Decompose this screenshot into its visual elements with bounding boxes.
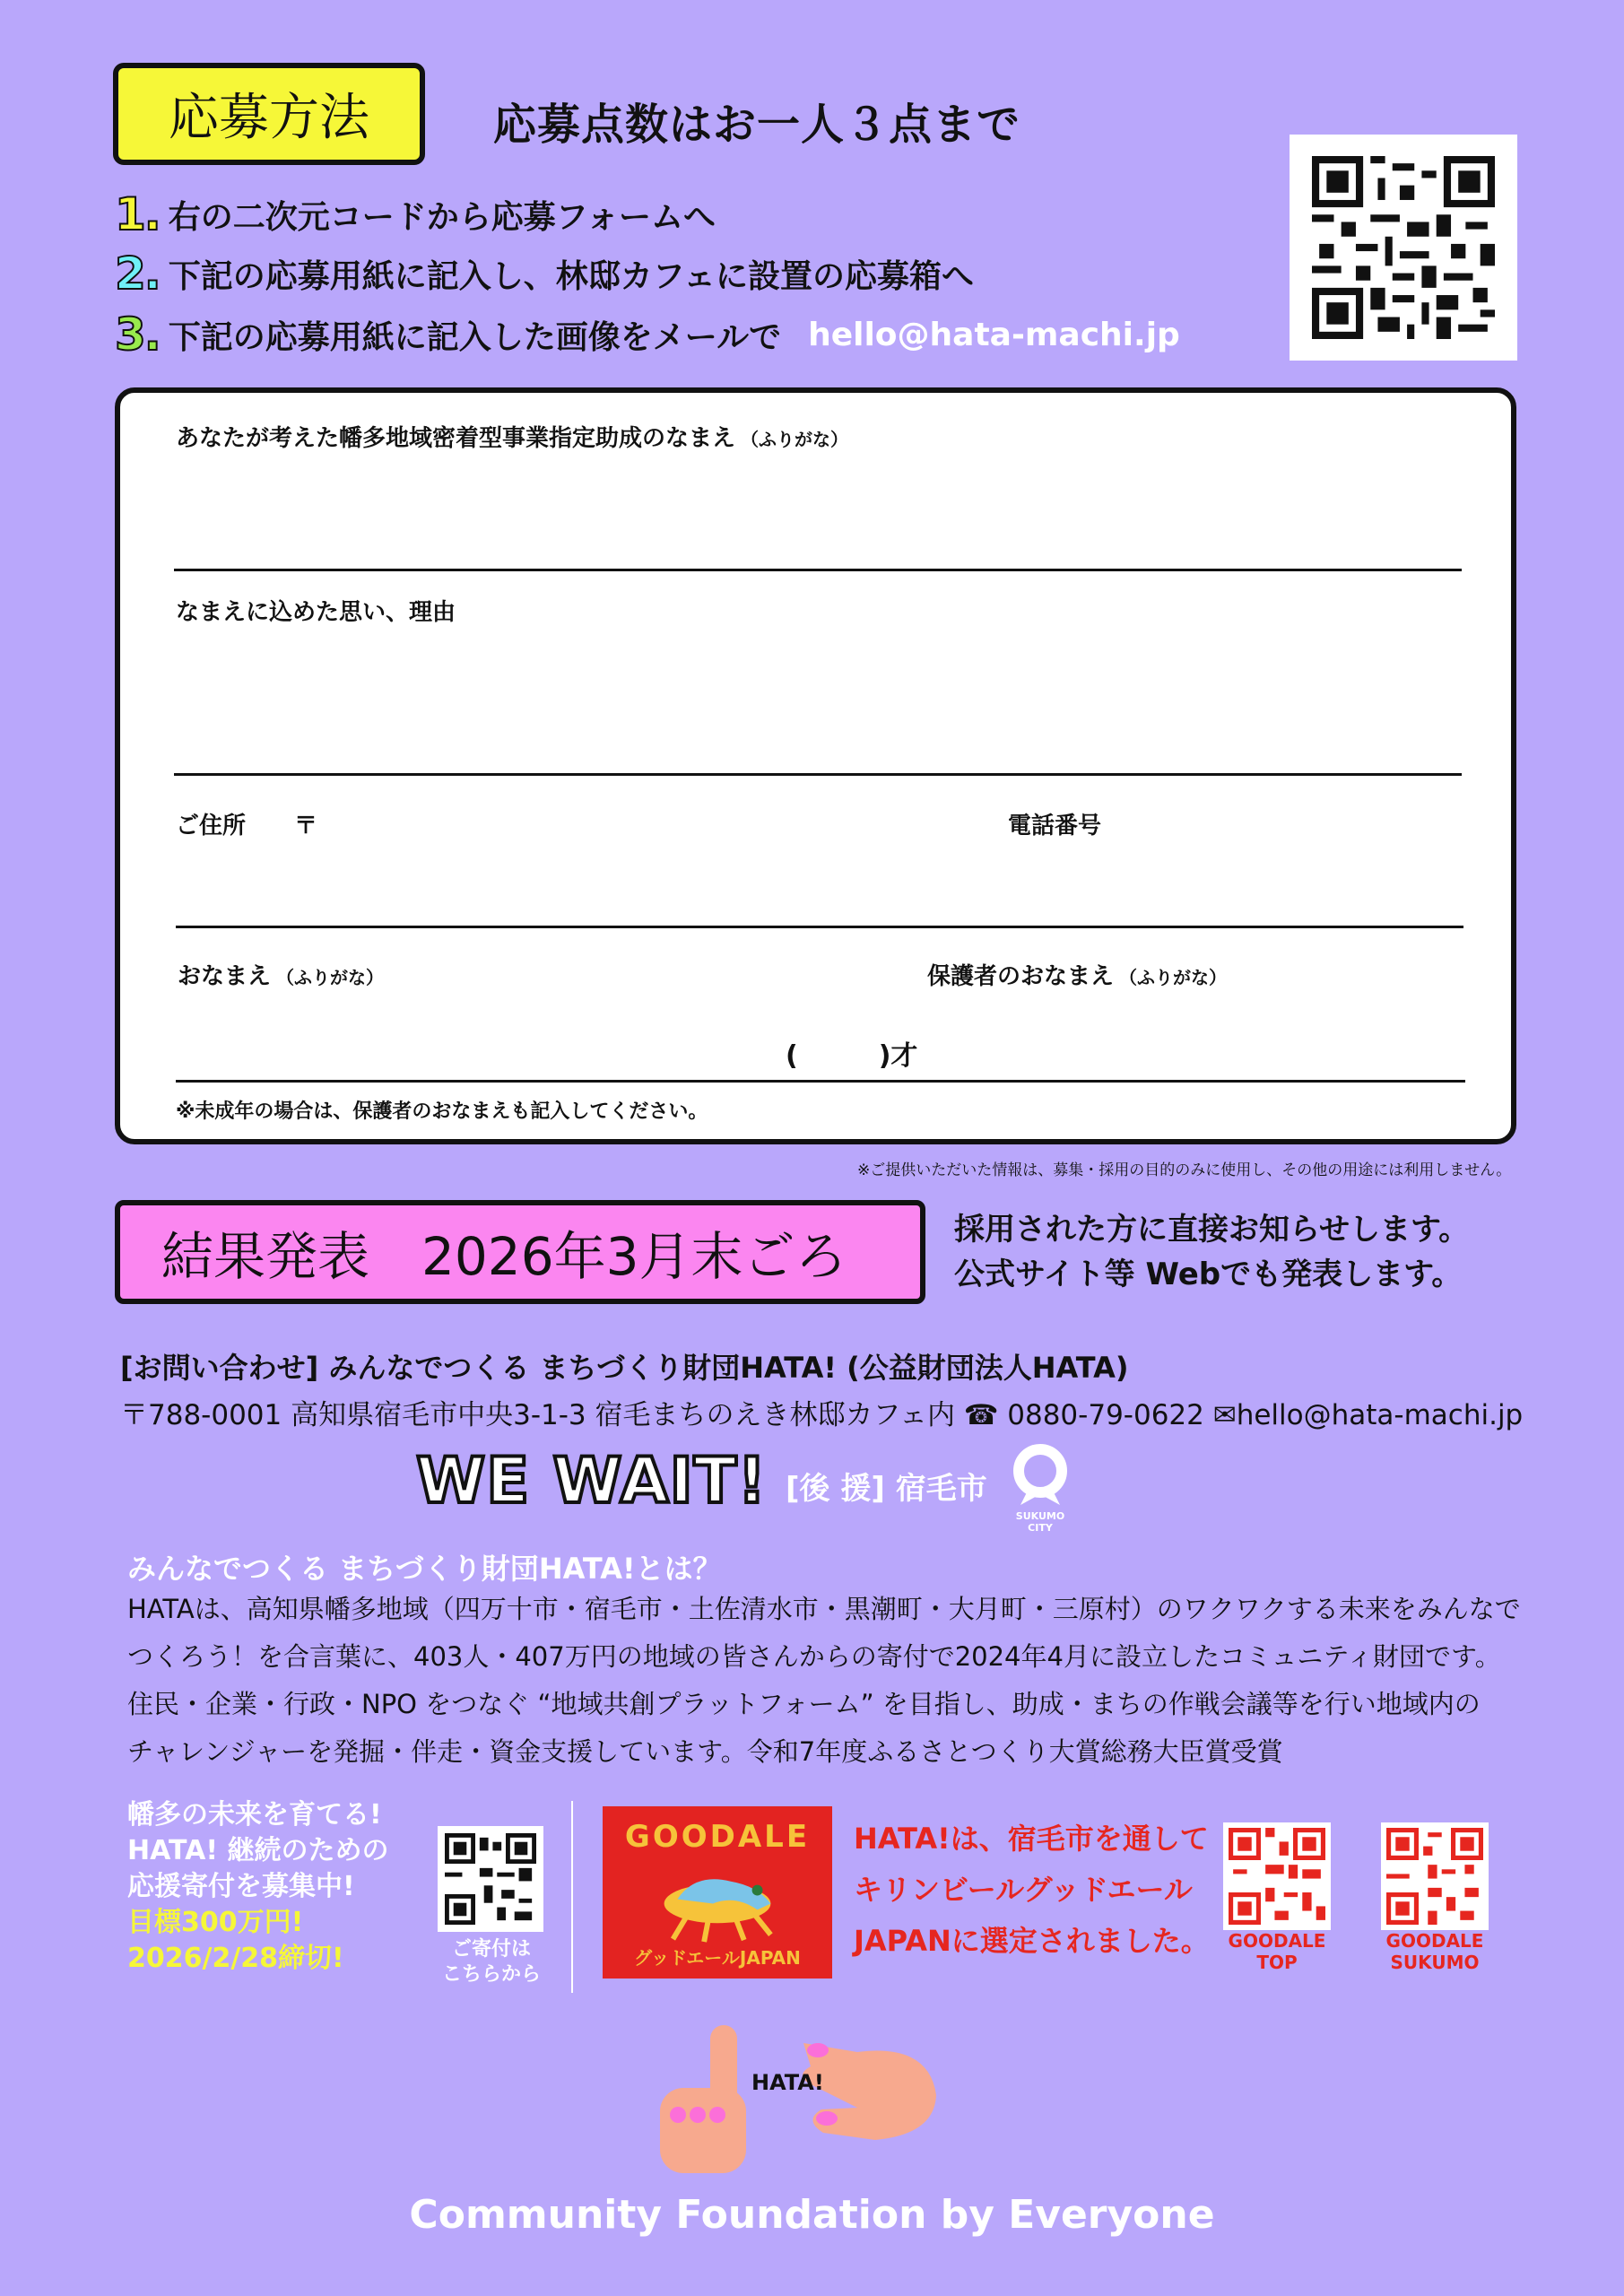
hata-hands-label: HATA! <box>751 2070 824 2095</box>
sukumo-city-caption: SUKUMO CITY <box>1015 1510 1065 1534</box>
qr-code-icon <box>1386 1828 1483 1925</box>
goodale-sukumo-caption <box>1381 1930 1489 1973</box>
footer-tagline: Community Foundation by Everyone <box>409 2192 1215 2238</box>
address-line[interactable] <box>176 926 1463 928</box>
qr-code-icon <box>1229 1828 1325 1925</box>
goodale-title: GOODALE <box>624 1819 811 1855</box>
goodale-selection-text <box>854 1813 1210 1967</box>
kirin-icon <box>650 1855 785 1944</box>
contact-heading: [お問い合わせ] みんなでつくる まちづくり財団HATA! (公益財団法人HATA) <box>120 1351 1129 1385</box>
result-announcement-title: 結果発表 2026年3月末ごろ <box>161 1226 847 1287</box>
proposed-name-label: あなたが考えた幡多地域密着型事業指定助成のなまえ <box>176 425 736 452</box>
step-text: 右の二次元コードから応募フォームへ <box>168 198 716 236</box>
donation-deadline: 2026/2/28締切! <box>127 1943 344 1974</box>
about-line: 住民・企業・行政・NPO をつなぐ “地域共創プラットフォーム” を目指し、助成・まちの作戦会議等を行い地域内の <box>127 1689 1481 1719</box>
donation-qr-code[interactable] <box>438 1826 543 1932</box>
privacy-note: ※ご提供いただいた情報は、募集・採用の目的のみに使用し、その他の用途には利用しません。 <box>857 1161 1512 1179</box>
hands-icon <box>651 2025 956 2178</box>
step-number: 2. <box>115 248 160 300</box>
method-heading: 応募方法 <box>169 89 369 147</box>
step-2 <box>115 248 974 300</box>
result-note-line-1: 採用された方に直接お知らせします。 <box>954 1212 1470 1248</box>
donation-line-1: 幡多の未来を育てる! <box>127 1799 382 1831</box>
donation-appeal <box>127 1797 388 1977</box>
your-name-field <box>178 958 384 991</box>
step-1 <box>115 188 716 240</box>
sukumo-city-logo <box>1003 1444 1078 1534</box>
selection-line: キリンビールグッドエール <box>854 1873 1193 1907</box>
age-field[interactable]: ( )才 <box>786 1040 918 1072</box>
step-text: 下記の応募用紙に記入した画像をメールで <box>168 318 782 356</box>
result-note <box>954 1207 1469 1297</box>
your-name-label: おなまえ <box>178 963 272 990</box>
name-line[interactable] <box>176 1080 1465 1083</box>
selection-line: JAPANに選定されました。 <box>854 1924 1210 1958</box>
furigana-note: （ふりがな） <box>1119 967 1228 988</box>
guardian-name-label: 保護者のおなまえ <box>927 963 1115 990</box>
goodale-sukumo-qr-code <box>1381 1822 1489 1930</box>
donation-qr-caption <box>429 1937 554 1987</box>
goodale-top-caption <box>1223 1930 1331 1973</box>
we-wait-logo: WE WAIT! <box>416 1444 768 1518</box>
hata-hands-illustration <box>651 2025 956 2178</box>
caption-line: こちらから <box>441 1963 541 1986</box>
about-body <box>127 1586 1526 1776</box>
caption-line: TOP <box>1256 1952 1298 1973</box>
application-form <box>115 387 1516 1144</box>
selection-line: HATA!は、宿毛市を通して <box>854 1822 1209 1856</box>
result-note-line-2: 公式サイト等 Webでも発表します。 <box>954 1257 1463 1292</box>
contact-address: 〒788-0001 高知県宿毛市中央3-1-3 宿毛まちのえき林邸カフェ内 ☎ 0880-79-0622 ✉hello@hata-machi.jp <box>120 1399 1524 1431</box>
address-label: ご住所 <box>176 813 247 839</box>
about-line: つくろう！を合言葉に、403人・407万円の地域の皆さんからの寄付で2024年4月に設立したコミュニティ財団です。 <box>127 1641 1501 1672</box>
goodale-top-qr-code <box>1223 1822 1331 1930</box>
goodale-top-qr[interactable] <box>1223 1822 1331 1973</box>
reason-label: なまえに込めた思い、理由 <box>176 599 456 626</box>
donation-line-2: HATA! 継続のための <box>127 1835 389 1866</box>
step-text: 下記の応募用紙に記入し、林邸カフェに設置の応募箱へ <box>168 257 974 295</box>
furigana-note: （ふりがな） <box>276 967 385 988</box>
step-number: 3. <box>115 309 160 361</box>
method-heading-box <box>113 63 425 165</box>
furigana-note: （ふりがな） <box>741 429 849 450</box>
goodale-sukumo-qr[interactable] <box>1381 1822 1489 1973</box>
email-link[interactable]: hello@hata-machi.jp <box>808 316 1180 353</box>
reason-line[interactable] <box>174 773 1462 776</box>
donation-line-3: 応援寄付を募集中! <box>127 1871 355 1902</box>
caption-line: GOODALE <box>1385 1930 1484 1952</box>
step-3 <box>115 309 1180 361</box>
result-announcement-box <box>115 1200 925 1304</box>
guardian-name-field <box>927 958 1227 991</box>
caption-line: SUKUMO <box>1390 1952 1480 1973</box>
donation-goal: 目標300万円! <box>127 1907 304 1938</box>
proposed-name-line[interactable] <box>174 569 1462 571</box>
qr-code-icon <box>445 1833 536 1925</box>
phone-label: 電話番号 <box>1008 813 1102 839</box>
goodale-subtitle: グッドエールJAPAN <box>634 1947 801 1969</box>
about-title: みんなでつくる まちづくり財団HATA!とは？ <box>127 1552 722 1586</box>
divider <box>571 1801 573 1993</box>
entry-form-qr-code[interactable] <box>1290 135 1517 361</box>
goodale-logo <box>603 1806 832 1979</box>
caption-line: ご寄付は <box>451 1938 531 1961</box>
caption-line: GOODALE <box>1228 1930 1326 1952</box>
about-line: チャレンジャーを発掘・伴走・資金支援しています。令和7年度ふるさとつくり大賞総務大臣賞受賞 <box>127 1736 1283 1767</box>
support-label: [後 援] 宿毛市 <box>786 1471 987 1507</box>
entry-limit-text: 応募点数はお一人３点まで <box>493 100 1021 150</box>
proposed-name-field <box>176 420 848 453</box>
qr-code-icon <box>1311 156 1496 339</box>
minor-note: ※未成年の場合は、保護者のおなまえも記入してください。 <box>176 1100 708 1123</box>
step-number: 1. <box>115 188 160 240</box>
sukumo-city-icon <box>1003 1444 1078 1507</box>
postal-mark: 〒 <box>294 813 318 839</box>
about-line: HATAは、高知県幡多地域（四万十市・宿毛市・土佐清水市・黒潮町・大月町・三原村）のワクワクする未来をみんなで <box>127 1594 1521 1624</box>
